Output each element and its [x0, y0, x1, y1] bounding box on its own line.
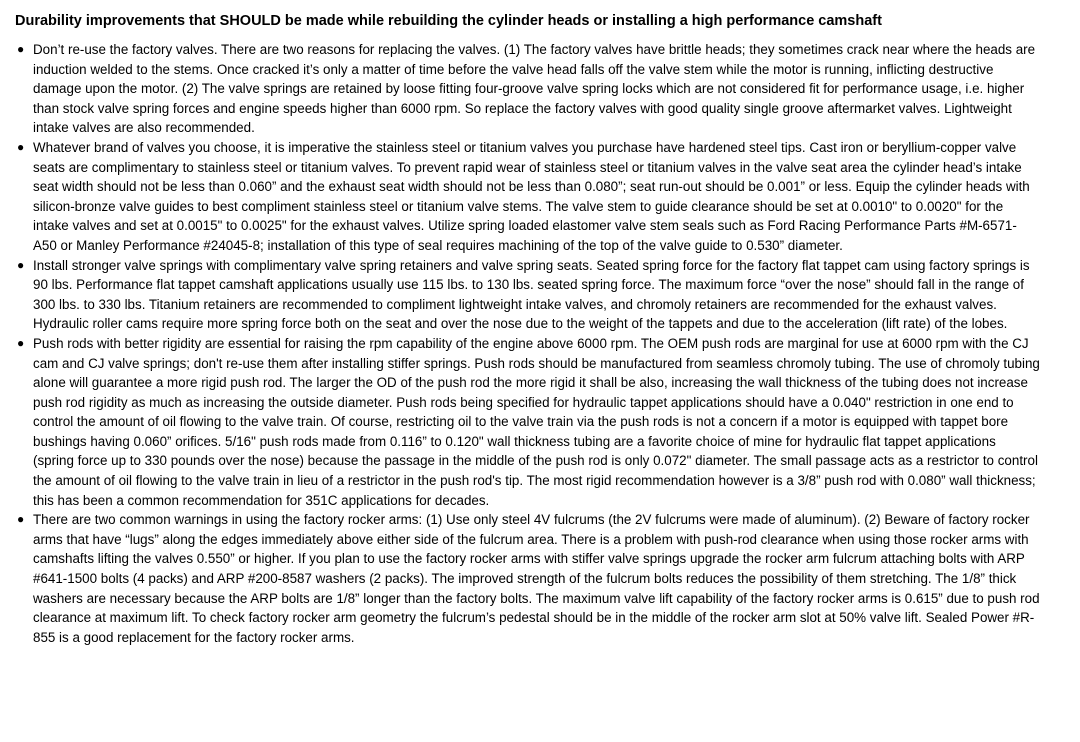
list-item-text: There are two common warnings in using the factory rocker arms: (1) Use only steel 4V fulcrums (the 2V fulcrums were made of aluminum). (2) Beware of factory rocker arms that have “lugs” along the edges immediately above either side of the fulcrum area. There is a problem with push-rod clearance when using those rocker arms with camshafts lifting the valves 0.550” or higher. If you plan to use the factory rocker arms with stiffer valve springs upgrade the rocker arm fulcrum attaching bolts with ARP #641-1500 bolts (4 packs) and ARP #200-8587 washers (2 packs). The improved strength of the fulcrum bolts reduces the possibility of them stretching. The 1/8” thick washers are necessary because the ARP bolts are 1/8” longer than the factory bolts. The maximum valve lift capability of the factory rocker arms is 0.615” due to push rod clearance at maximum lift. To check factory rocker arm geometry the fulcrum’s pedestal should be in the middle of the rocker arm slot at 50% valve lift. Sealed Power #R-855 is a good replacement for the factory rocker arms.: [33, 512, 1040, 645]
bullet-icon: ●: [17, 512, 25, 527]
bullet-icon: ●: [17, 257, 25, 272]
list-item-push-rods: [15, 334, 1040, 510]
bullet-list: [15, 40, 1040, 647]
list-item-text: Don’t re-use the factory valves. There are two reasons for replacing the valves. (1) The factory valves have brittle heads; they sometimes crack near where the heads are induction welded to the stems. Once cracked it’s only a matter of time before the valve head falls off the valve stem while the motor is running, inflicting destructive damage upon the motor. (2) The valve springs are retained by loose fitting four-groove valve spring locks which are not considered fit for performance usage, i.e. higher than stock valve spring forces and engine speeds higher than 6000 rpm. So replace the factory valves with good quality single groove aftermarket valves. Lightweight intake valves are also recommended.: [33, 42, 1036, 136]
list-item-valve-tips-seats-guides: [15, 138, 1040, 256]
document-title: Durability improvements that SHOULD be made while rebuilding the cylinder heads or installing a high performance camshaft: [15, 13, 882, 29]
bullet-icon: ●: [17, 139, 25, 154]
list-item-text: Install stronger valve springs with complimentary valve spring retainers and valve spring seats. Seated spring force for the factory flat tappet cam using factory springs is 90 lbs. Performance flat tappet camshaft applications usually use 115 lbs. to 130 lbs. seated spring force. The maximum force “over the nose” should fall in the range of 300 lbs. to 330 lbs. Titanium retainers are recommended to compliment lightweight intake valves, and chromoly retainers are recommended for the exhaust valves. Hydraulic roller cams require more spring force both on the seat and over the nose due to the weight of the tappets and due to the acceleration (lift rate) of the lobes.: [33, 257, 1030, 332]
list-item-text: Push rods with better rigidity are essential for raising the rpm capability of the engine above 6000 rpm. The OEM push rods are marginal for use at 6000 rpm with the CJ cam and CJ valve springs; don't re-use them after installing stiffer springs. Push rods should be manufactured from seamless chromoly tubing. The use of chromoly tubing alone will guarantee a more rigid push rod. The larger the OD of the push rod the more rigid it shall be also, increasing the wall thickness of the tubing does not increase push rod rigidity as much as increasing the outside diameter. Push rods being specified for hydraulic tappet applications should have a 0.040" restriction in one end to control the amount of oil flowing to the valve train. Of course, restricting oil to the valve train via the push rods is not a concern if a motor is equipped with tappet bore bushings having 0.060” orifices. 5/16" push rods made from 0.116” to 0.120" wall thickness tubing are a favorite choice of mine for hydraulic flat tappet applications (spring force up to 330 pounds over the nose) because the passage in the middle of the push rod is only 0.072" diameter. The small passage acts as a restrictor to control the amount of oil flowing to the valve train in lieu of a restrictor in the push rod's tip. The most rigid recommendation however is a 3/8” push rod with 0.080” wall thickness; this has been a common recommendation for 351C applications for decades.: [33, 335, 1040, 508]
bullet-icon: ●: [17, 335, 25, 350]
list-item-valves: [15, 40, 1040, 138]
bullet-icon: ●: [17, 42, 25, 56]
list-item-text: Whatever brand of valves you choose, it is imperative the stainless steel or titanium valves you purchase have hardened steel tips. Cast iron or beryllium-copper valve seats are complimentary to stainless steel or titanium valves. To prevent rapid wear of stainless steel or titanium valves in the valve seat area the cylinder head’s intake seat width should not be less than 0.060” and the exhaust seat width should not be less than 0.080”; seat run-out should be 0.001” or less. Equip the cylinder heads with silicon-bronze valve guides to best compliment stainless steel or titanium valve stems. The valve stem to guide clearance should be set at 0.0010" to 0.0020" for the intake valves and set at 0.0015" to 0.0025" for the exhaust valves. Utilize spring loaded elastomer valve stem seals such as Ford Racing Performance Parts #M-6571-A50 or Manley Performance #24045-8; installation of this type of seal requires machining of the top of the valve guide to 0.530” diameter.: [33, 139, 1030, 253]
list-item-valve-springs: [15, 256, 1040, 334]
list-item-rocker-arms: [15, 510, 1040, 647]
